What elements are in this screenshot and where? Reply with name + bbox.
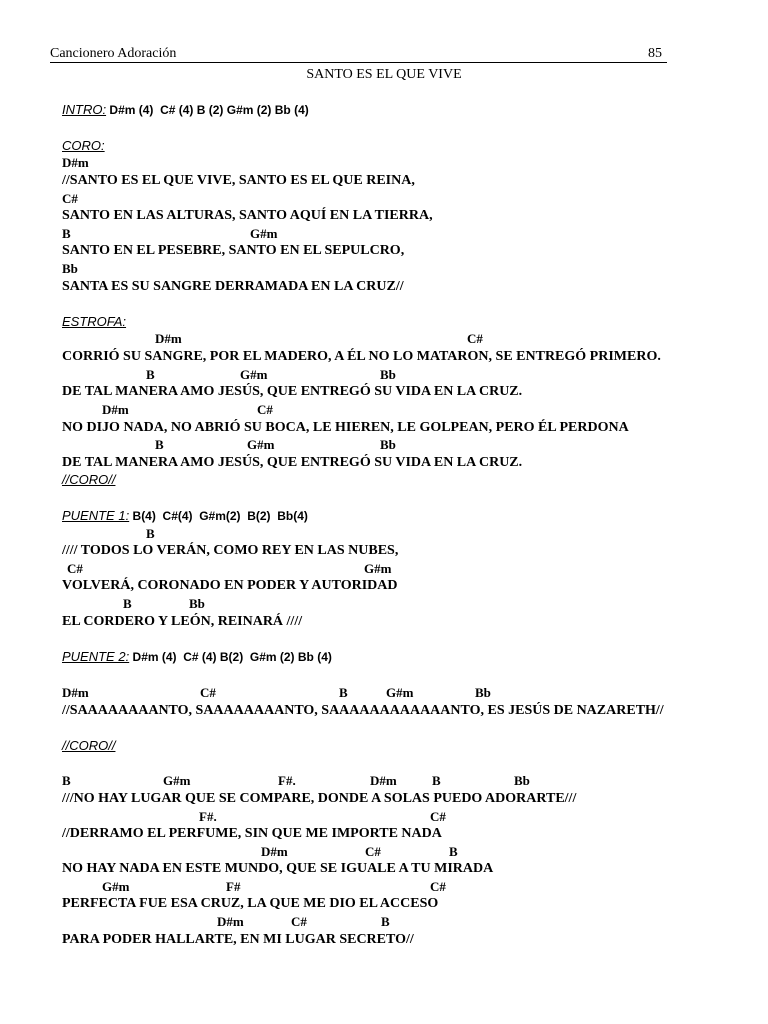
chord: Bb	[380, 367, 396, 382]
song-title: SANTO ES EL QUE VIVE	[306, 67, 462, 82]
chord-line	[0, 367, 768, 383]
chord: D#m	[62, 685, 89, 700]
lyric-line	[62, 349, 661, 365]
lyric-line	[62, 578, 398, 594]
lyric-text: VOLVERÁ, CORONADO EN PODER Y AUTORIDAD	[62, 578, 398, 593]
section-label: PUENTE 1:	[62, 508, 130, 523]
chord-line	[0, 261, 768, 277]
section-line	[62, 314, 126, 331]
lyric-text: CORRIÓ SU SANGRE, POR EL MADERO, A ÉL NO LO MATARON, SE ENTREGÓ PRIMERO.	[62, 349, 661, 364]
chord: D#m	[62, 155, 89, 170]
chord-line	[0, 331, 768, 347]
section-label: PUENTE 2:	[62, 649, 130, 664]
chord-line	[0, 191, 768, 207]
lyric-line	[62, 279, 404, 295]
chord-line	[0, 437, 768, 453]
chord: D#m	[261, 844, 288, 859]
chord: D#m	[370, 773, 397, 788]
lyric-text: //// TODOS LO VERÁN, COMO REY EN LAS NUBES,	[62, 543, 399, 558]
book-title: Cancionero Adoración	[50, 46, 177, 61]
lyric-line	[62, 826, 442, 842]
chord: G#m	[102, 879, 130, 894]
chord: G#m	[364, 561, 392, 576]
section-line	[62, 649, 332, 666]
chord-line	[0, 914, 768, 930]
lyric-line	[62, 208, 433, 224]
chord: C#	[67, 561, 83, 576]
chord: B	[432, 773, 441, 788]
lyric-line	[62, 791, 576, 807]
chord: B	[449, 844, 458, 859]
section-line	[62, 738, 115, 755]
chord: G#m	[386, 685, 414, 700]
lyric-text: PERFECTA FUE ESA CRUZ, LA QUE ME DIO EL ACCESO	[62, 896, 439, 911]
lyric-text: //SANTO ES EL QUE VIVE, SANTO ES EL QUE REINA,	[62, 173, 415, 188]
chord: C#	[291, 914, 307, 929]
chord: Bb	[380, 437, 396, 452]
lyric-text: SANTA ES SU SANGRE DERRAMADA EN LA CRUZ//	[62, 279, 404, 294]
chord: G#m	[250, 226, 278, 241]
lyric-line	[62, 932, 414, 948]
section-label: INTRO:	[62, 102, 107, 117]
chord-line	[0, 773, 768, 789]
section-line	[62, 472, 115, 489]
chord-line	[0, 685, 768, 701]
lyric-text: SANTO EN LAS ALTURAS, SANTO AQUÍ EN LA TIERRA,	[62, 208, 433, 223]
chord: C#	[430, 809, 446, 824]
section-line	[62, 508, 308, 525]
chord: C#	[62, 191, 78, 206]
chord: B	[146, 367, 155, 382]
lyric-line	[62, 543, 398, 559]
lyric-text: DE TAL MANERA AMO JESÚS, QUE ENTREGÓ SU VIDA EN LA CRUZ.	[62, 384, 523, 399]
chord: B	[146, 526, 155, 541]
lyric-text: SANTO EN EL PESEBRE, SANTO EN EL SEPULCRO,	[62, 243, 405, 258]
chord: B	[381, 914, 390, 929]
chord: D#m	[217, 914, 244, 929]
chord: Bb	[62, 261, 78, 276]
section-label: ESTROFA:	[62, 314, 127, 329]
lyric-text: DE TAL MANERA AMO JESÚS, QUE ENTREGÓ SU VIDA EN LA CRUZ.	[62, 455, 523, 470]
chord: G#m	[240, 367, 268, 382]
section-label: //CORO//	[62, 472, 116, 487]
chord-line	[0, 809, 768, 825]
lyric-line	[62, 896, 438, 912]
chord-line	[0, 526, 768, 542]
lyric-line	[62, 703, 664, 719]
section-chords: B(4) C#(4) G#m(2) B(2) Bb(4)	[129, 509, 308, 523]
chord: Bb	[514, 773, 530, 788]
lyric-line	[62, 614, 302, 630]
chord: G#m	[163, 773, 191, 788]
section-line	[62, 138, 105, 155]
lyric-line	[62, 420, 629, 436]
chord: B	[62, 773, 71, 788]
chord-line	[0, 879, 768, 895]
chord: C#	[365, 844, 381, 859]
chord: B	[62, 226, 71, 241]
chord: C#	[430, 879, 446, 894]
section-chords: D#m (4) C# (4) B(2) G#m (2) Bb (4)	[129, 650, 332, 664]
chord-line	[0, 596, 768, 612]
chord-line	[0, 844, 768, 860]
chord: C#	[467, 331, 483, 346]
section-label: CORO:	[62, 138, 105, 153]
chord-line	[0, 155, 768, 171]
chord-line	[0, 226, 768, 242]
lyric-line	[62, 384, 522, 400]
lyric-text: //DERRAMO EL PERFUME, SIN QUE ME IMPORTE NADA	[62, 826, 442, 841]
chord: Bb	[475, 685, 491, 700]
section-chords: D#m (4) C# (4) B (2) G#m (2) Bb (4)	[106, 103, 309, 117]
lyric-text: PARA PODER HALLARTE, EN MI LUGAR SECRETO//	[62, 932, 414, 947]
chord-line	[0, 561, 768, 577]
section-line	[62, 102, 309, 119]
lyric-text: NO DIJO NADA, NO ABRIÓ SU BOCA, LE HIEREN, LE GOLPEAN, PERO ÉL PERDONA	[62, 420, 629, 435]
chord: G#m	[247, 437, 275, 452]
chord: F#.	[278, 773, 296, 788]
lyric-line	[62, 861, 493, 877]
lyric-text: //SAAAAAAAANTO, SAAAAAAAANTO, SAAAAAAAAAAAANTO, ES JESÚS DE NAZARETH//	[62, 703, 664, 718]
section-label: //CORO//	[62, 738, 116, 753]
page-number: 85	[648, 46, 662, 61]
chord: C#	[257, 402, 273, 417]
chord: B	[155, 437, 164, 452]
chord: D#m	[155, 331, 182, 346]
lyric-line	[62, 455, 522, 471]
lyric-text: ///NO HAY LUGAR QUE SE COMPARE, DONDE A SOLAS PUEDO ADORARTE///	[62, 791, 577, 806]
lyric-text: NO HAY NADA EN ESTE MUNDO, QUE SE IGUALE A TU MIRADA	[62, 861, 494, 876]
chord: C#	[200, 685, 216, 700]
chord: Bb	[189, 596, 205, 611]
chord: D#m	[102, 402, 129, 417]
lyric-line	[62, 173, 415, 189]
chord: B	[339, 685, 348, 700]
lyric-line	[62, 243, 404, 259]
lyric-text: EL CORDERO Y LEÓN, REINARÁ ////	[62, 614, 303, 629]
chord: B	[123, 596, 132, 611]
chord: F#	[226, 879, 241, 894]
chord: F#.	[199, 809, 217, 824]
chord-line	[0, 402, 768, 418]
